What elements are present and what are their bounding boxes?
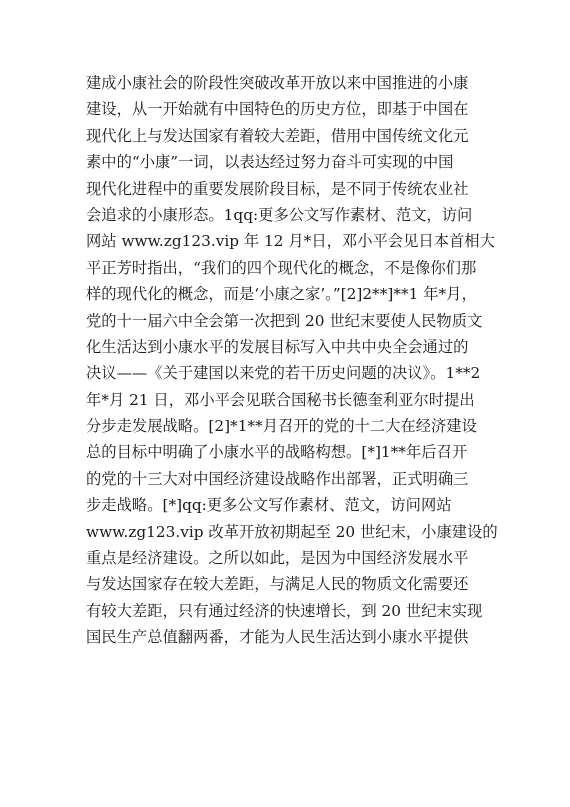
text-line: 的党的十三大对中国经济建设战略作出部署，正式明确三 [86,469,469,488]
text-line: 总的目标中明确了小康水平的战略构想。[*]1**年后召开 [86,443,468,462]
text-line: 建设，从一开始就有中国特色的历史方位，即基于中国在 [86,100,469,119]
text-line: 分步走发展战略。[2]*1**月召开的党的十二大在经济建设 [86,417,477,436]
text-line: 化生活达到小康水平的发展目标写入中共中央全会通过的 [86,337,469,356]
text-line: 平正芳时指出，“我们的四个现代化的概念，不是像你们那 [86,258,477,277]
text-line: 与发达国家存在较大差距，与满足人民的物质文化需要还 [86,575,469,594]
text-line: 党的十一届六中全会第一次把到 20 世纪末要使人民物质文 [86,311,483,330]
text-line: 年*月 21 日，邓小平会见联合国秘书长德奎利亚尔时提出 [86,390,475,409]
text-line: 建成小康社会的阶段性突破改革开放以来中国推进的小康 [86,74,469,92]
text-line: 现代化进程中的重要发展阶段目标，是不同于传统农业社 [86,179,469,198]
text-line: 素中的“小康”一词，以表达经过努力奋斗可实现的中国 [86,153,454,172]
text-line: 会追求的小康形态。1qq:更多公文写作素材、范文，访问 [86,205,473,224]
text-line: 决议——《关于建国以来党的若干历史问题的决议》。1**2 [86,364,481,383]
text-line: 网站 www.zg123.vip 年 12 月*日，邓小平会见日本首相大 [86,232,495,251]
body-text [86,70,498,651]
text-line: 国民生产总值翻两番，才能为人民生活达到小康水平提供 [86,628,469,647]
text-line: www.zg123.vip 改革开放初期起至 20 世纪末，小康建设的 [86,522,498,541]
text-line: 重点是经济建设。之所以如此，是因为中国经济发展水平 [86,549,469,568]
text-line: 现代化上与发达国家有着较大差距，借用中国传统文化元 [86,126,469,145]
text-line: 样的现代化的概念，而是‘小康之家’。”[2]2**]**1 年*月， [86,285,477,304]
text-line: 有较大差距，只有通过经济的快速增长，到 20 世纪末实现 [86,601,483,620]
text-line: 步走战略。[*]qq:更多公文写作素材、范文，访问网站 [86,496,452,515]
